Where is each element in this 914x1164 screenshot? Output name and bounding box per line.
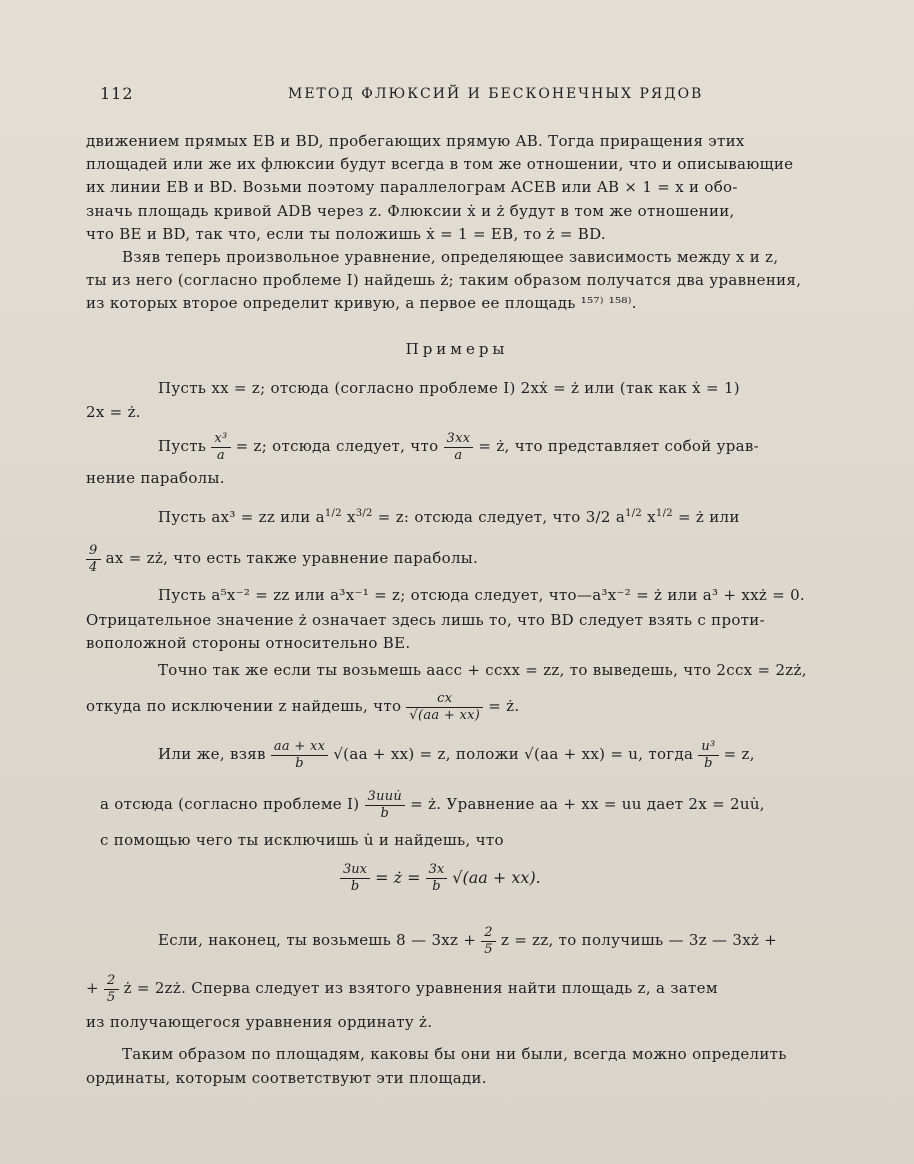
- text-line: площадей или же их флюксии будут всегда в том же отношении, что и описывающие: [86, 155, 794, 173]
- formula-line: [158, 920, 838, 960]
- fraction-numerator: x³: [211, 431, 230, 448]
- text-line: движением прямых EB и BD, пробегающих прямую AB. Тогда приращения этих: [86, 132, 745, 150]
- text-line: нение параболы.: [86, 469, 225, 487]
- fraction: [86, 543, 101, 576]
- fraction-denominator: b: [704, 755, 713, 771]
- text-line: Пусть a⁵x⁻² = zz или a³x⁻¹ = z; отсюда следует, что—a³x⁻² = ż или a³ + xxż = 0.: [158, 586, 806, 604]
- text: Или же, взяв: [158, 745, 266, 763]
- exponent: 1/2: [324, 508, 342, 519]
- text: откуда по исключении z найдешь, что: [86, 697, 402, 715]
- formula-line: [100, 784, 838, 824]
- fraction: [406, 691, 483, 724]
- fraction: [271, 739, 328, 772]
- text-line: Таким образом по площадям, каковы бы они ни были, всегда можно определить: [122, 1045, 787, 1063]
- text: Пусть ax³ = zz или a: [158, 508, 325, 526]
- text-line: Пусть xx = z; отсюда (согласно проблеме I) 2xẋ = ż или (так как ẋ = 1): [158, 379, 740, 397]
- fraction-numerator: 3x: [426, 862, 448, 879]
- text-line: из получающегося уравнения ординату ż.: [86, 1013, 433, 1031]
- coefficient: 3/2: [585, 508, 611, 526]
- display-equation: [340, 862, 541, 895]
- fraction-denominator: a: [216, 447, 225, 463]
- fraction-numerator: 2: [104, 973, 119, 990]
- formula-line: [158, 428, 838, 464]
- text: положи √(aa + xx) = u, тогда: [455, 745, 694, 763]
- variable: a: [615, 508, 626, 526]
- fraction-numerator: 9: [86, 543, 101, 560]
- text-line: Отрицательное значение ż означает здесь лишь то, что BD следует взять с проти-: [86, 611, 765, 629]
- fraction-numerator: 3xx: [444, 431, 474, 448]
- fraction: [340, 862, 370, 895]
- text: +: [86, 979, 99, 997]
- text: = ż или: [678, 508, 740, 526]
- fraction-numerator: u³: [698, 739, 718, 756]
- formula-line: [158, 734, 838, 774]
- formula-line: [86, 686, 838, 726]
- fraction-denominator: a: [454, 447, 463, 463]
- text-line: из которых второе определит кривую, а первое ее площадь ¹⁵⁷⁾ ¹⁵⁸⁾.: [86, 294, 637, 312]
- text: Если, наконец, ты возьмешь 8 — 3xz +: [158, 931, 477, 949]
- text: √(aa + xx) = z,: [333, 745, 451, 763]
- text-line: Взяв теперь произвольное уравнение, определяющее зависимость между x и z,: [122, 248, 779, 266]
- fraction-denominator: b: [295, 755, 304, 771]
- text: √(aa + xx).: [452, 868, 541, 887]
- formula-line: [86, 540, 838, 576]
- text: z = zz, то получишь — 3z — 3xż +: [500, 931, 778, 949]
- text: = ż.: [488, 697, 520, 715]
- fraction-denominator: b: [350, 879, 360, 894]
- fraction: [481, 925, 496, 958]
- fraction-denominator: 4: [89, 559, 98, 575]
- text: Пусть: [158, 437, 207, 455]
- text: ax = zż, что есть также уравнение параболы.: [105, 549, 479, 567]
- text: а отсюда (согласно проблеме I): [100, 795, 360, 813]
- fraction: [426, 862, 448, 895]
- text: = ż, что представляет собой урав-: [478, 437, 759, 455]
- text-line: их линии EB и BD. Возьми поэтому параллелограм ACEB или AB × 1 = x и обо-: [86, 178, 738, 196]
- fraction-denominator: √(aa + xx): [409, 707, 481, 723]
- fraction-numerator: aa + xx: [271, 739, 328, 756]
- fraction: [444, 431, 474, 464]
- fraction: [211, 431, 230, 464]
- exponent: 1/2: [625, 508, 643, 519]
- fraction-denominator: 5: [106, 989, 116, 1005]
- fraction: [698, 739, 718, 772]
- fraction-denominator: b: [432, 879, 441, 894]
- variable: x: [647, 508, 656, 526]
- text-line: воположной стороны относительно BE.: [86, 634, 411, 652]
- running-title: МЕТОД ФЛЮКСИЙ И БЕСКОНЕЧНЫХ РЯДОВ: [288, 86, 704, 102]
- fraction: [104, 973, 119, 1006]
- fraction-denominator: b: [380, 805, 390, 821]
- exponent: 1/2: [655, 508, 673, 519]
- fraction-denominator: 5: [484, 941, 493, 957]
- page-number: 112: [100, 84, 134, 103]
- text-line: 2x = ż.: [86, 403, 141, 421]
- text: = z,: [723, 745, 755, 763]
- fraction-numerator: 3ux: [340, 862, 370, 879]
- fraction-numerator: 3uuu̇: [365, 789, 406, 806]
- section-heading: Примеры: [405, 340, 509, 358]
- text-line: ординаты, которым соответствуют эти площади.: [86, 1069, 487, 1087]
- text-line: ты из него (согласно проблеме I) найдешь ż; таким образом получатся два уравнения,: [86, 271, 802, 289]
- fraction-numerator: 2: [481, 925, 496, 942]
- formula-line: [158, 496, 838, 532]
- text-line: значь площадь кривой ADB через z. Флюксии ẋ и ż будут в том же отношении,: [86, 202, 735, 220]
- text-line: Точно так же если ты возьмешь aacc + ccxx = zz, то выведешь, что 2ccx = 2zż,: [158, 661, 807, 679]
- formula-line: [86, 968, 838, 1008]
- fraction: [365, 789, 406, 822]
- text: ż = 2zż. Сперва следует из взятого уравнения найти площадь z, а затем: [123, 979, 718, 997]
- text-line: с помощью чего ты исключишь u̇ и найдешь, что: [100, 831, 504, 849]
- variable: x: [346, 508, 356, 526]
- page-header: [100, 84, 840, 108]
- text: = ż =: [375, 868, 421, 887]
- fraction-numerator: cx: [406, 691, 483, 708]
- exponent: 3/2: [355, 508, 373, 519]
- text: = ż. Уравнение aa + xx = uu дает 2x = 2uu̇,: [410, 795, 765, 813]
- text: = z: отсюда следует, что: [377, 508, 581, 526]
- text: = z; отсюда следует, что: [235, 437, 439, 455]
- text-line: что BE и BD, так что, если ты положишь ẋ = 1 = EB, то ż = BD.: [86, 225, 606, 243]
